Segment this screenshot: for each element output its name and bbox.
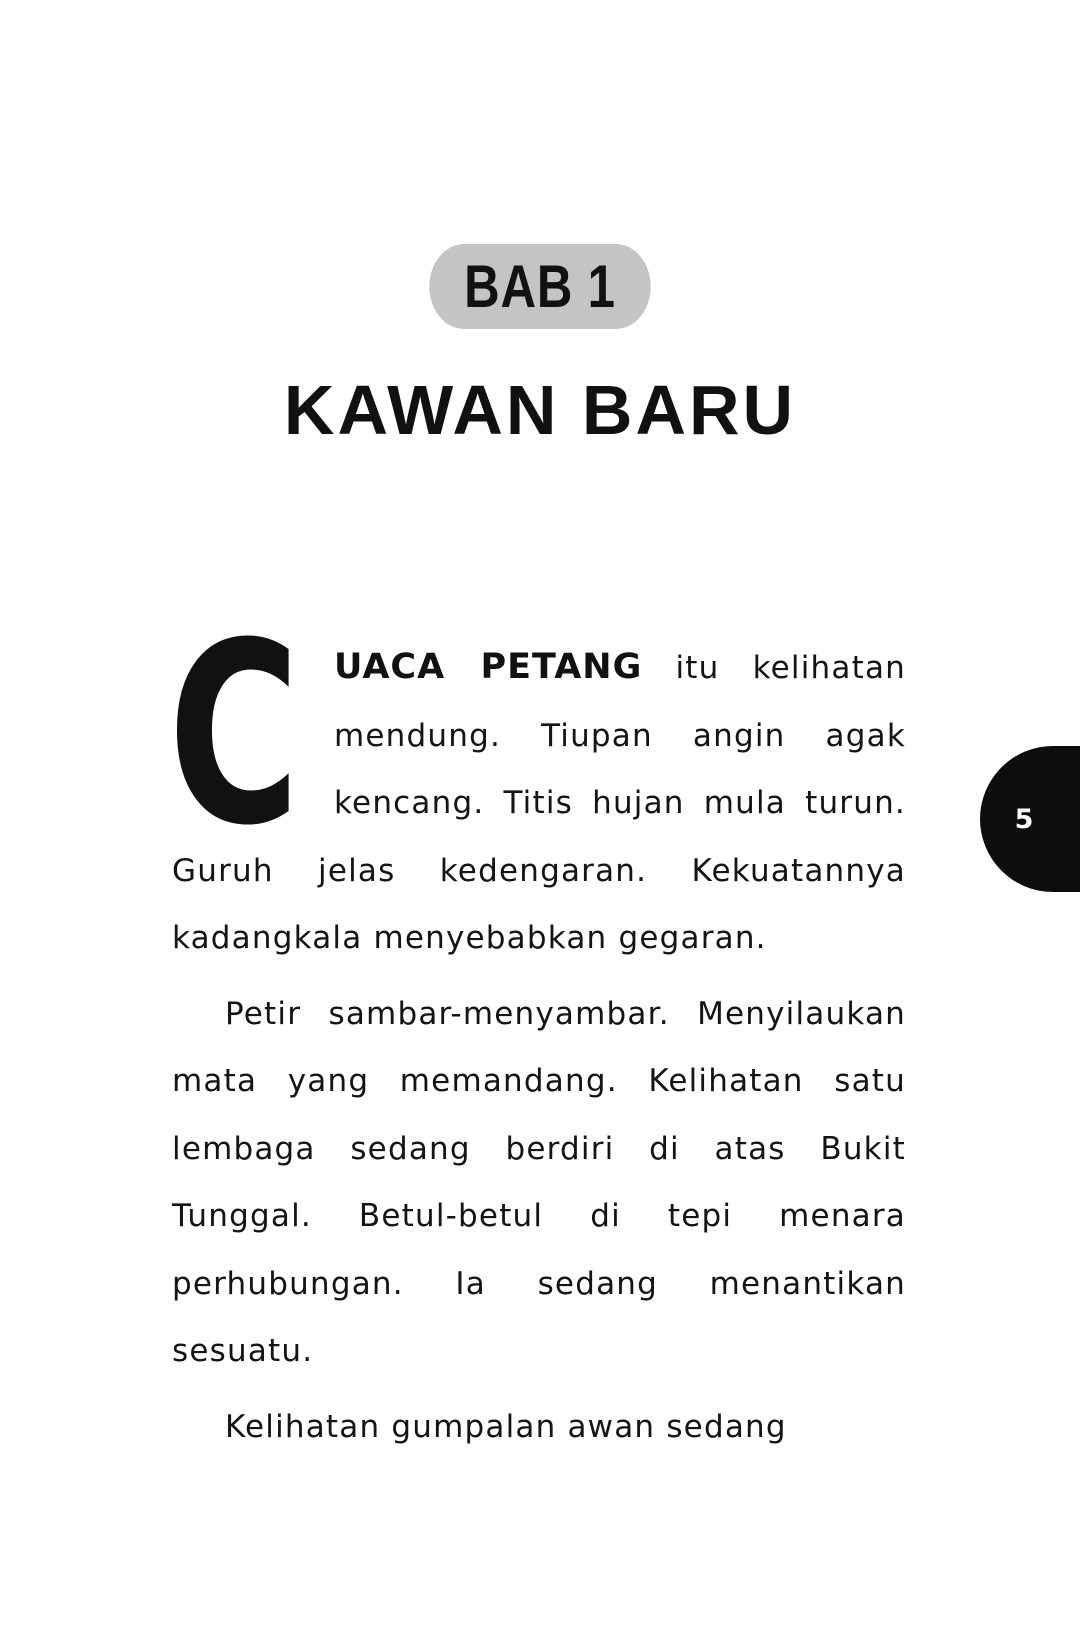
page-number: 5 (1014, 803, 1034, 835)
paragraph-2: Petir sambar-menyambar. Menyilaukan mata yang memandang. Kelihatan satu lembaga sedang berdiri di atas Bukit Tunggal. Betul-betul di tepi menara perhubungan. Ia sedang menantikan sesuatu. (172, 995, 906, 1369)
chapter-title: KAWAN BARU (283, 371, 797, 449)
paragraph-1-text: itu kelihatan mendung. Tiupan angin agak kencang. Titis hujan mula turun. Guruh jelas kedengaran. Kekuatannya kadangkala menyebabkan gegaran. (172, 650, 907, 956)
chapter-label: BAB 1 (429, 244, 650, 329)
paragraph-3: Kelihatan gumpalan awan sedang (225, 1408, 787, 1445)
paragraph-1 (168, 589, 907, 973)
drop-cap: C (168, 589, 301, 880)
lead-in: UACA PETANG (334, 647, 643, 687)
body-text (168, 589, 907, 1461)
